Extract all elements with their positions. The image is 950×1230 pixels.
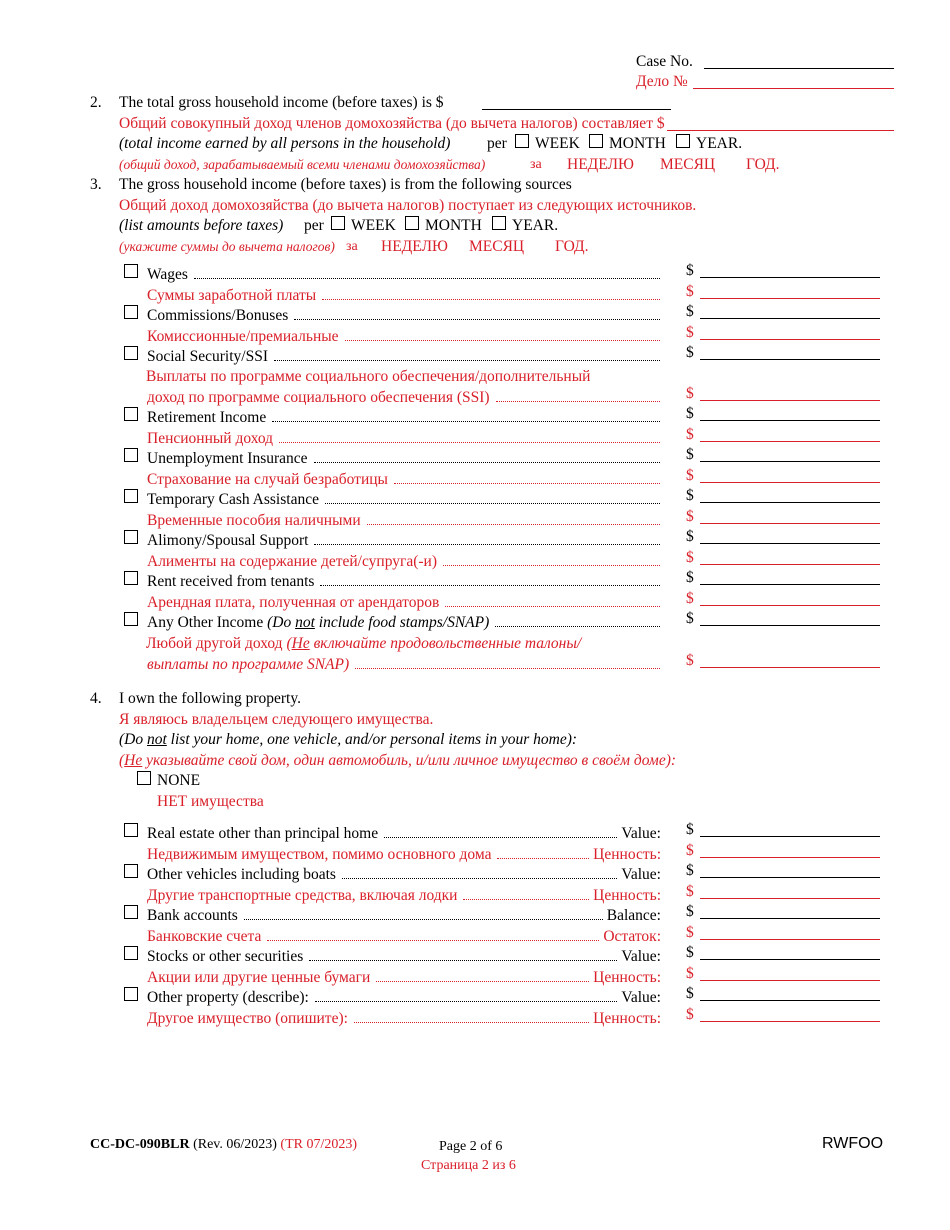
footer-form-code-rwfoo: RWFOO xyxy=(822,1135,884,1152)
rent-amount-field[interactable] xyxy=(700,584,880,585)
other-property-value-label: Value: xyxy=(621,989,661,1006)
commissions-checkbox[interactable] xyxy=(124,305,138,319)
bank-accounts-dollar: $ xyxy=(686,903,694,920)
alimony-dollar-ru: $ xyxy=(686,549,694,566)
real-estate-row xyxy=(147,825,661,843)
stocks-value-label-ru: Ценность: xyxy=(593,969,661,986)
other-property-label: Other property (describe): xyxy=(147,989,309,1006)
unemployment-row-ru xyxy=(147,471,664,489)
q3-week-label: WEEK xyxy=(351,217,396,234)
q2-year-label-ru: ГОД. xyxy=(746,156,780,173)
other-property-value-line-ru xyxy=(700,1021,880,1022)
temporary-cash-row-ru xyxy=(147,512,664,530)
q2-month-checkbox[interactable] xyxy=(589,134,603,148)
wages-label-ru: Суммы заработной платы xyxy=(147,287,317,304)
temporary-cash-label-ru: Временные пособия наличными xyxy=(147,512,361,529)
other-property-dollar: $ xyxy=(686,985,694,1002)
real-estate-dollar: $ xyxy=(686,821,694,838)
retirement-dollar-ru: $ xyxy=(686,426,694,443)
bank-accounts-row xyxy=(147,907,661,925)
real-estate-checkbox[interactable] xyxy=(124,823,138,837)
wages-dollar: $ xyxy=(686,262,694,279)
q2-total-income-line-ru xyxy=(667,130,894,131)
q2-text: The total gross household income (before taxes) is $ xyxy=(119,94,444,111)
wages-checkbox[interactable] xyxy=(124,264,138,278)
q3-number: 3. xyxy=(90,176,102,193)
other-income-amount-field[interactable] xyxy=(700,625,880,626)
q2-number: 2. xyxy=(90,94,102,111)
real-estate-label-ru: Недвижимым имуществом, помимо основного дома xyxy=(147,846,492,863)
none-label-ru: НЕТ имущества xyxy=(157,793,264,810)
temporary-cash-label: Temporary Cash Assistance xyxy=(147,491,319,508)
q2-week-checkbox[interactable] xyxy=(515,134,529,148)
retirement-checkbox[interactable] xyxy=(124,407,138,421)
stocks-value-field[interactable] xyxy=(700,959,880,960)
unemployment-dollar-ru: $ xyxy=(686,467,694,484)
bank-accounts-label: Bank accounts xyxy=(147,907,238,924)
bank-accounts-label-ru: Банковские счета xyxy=(147,928,262,945)
stocks-dollar: $ xyxy=(686,944,694,961)
commissions-row xyxy=(147,307,664,325)
alimony-checkbox[interactable] xyxy=(124,530,138,544)
q3-text-ru: Общий доход домохозяйства (до вычета налогов) поступает из следующих источников. xyxy=(119,197,697,214)
stocks-label-ru: Акции или другие ценные бумаги xyxy=(147,969,371,986)
stocks-value-label: Value: xyxy=(621,948,661,965)
commissions-row-ru xyxy=(147,328,664,346)
vehicles-label: Other vehicles including boats xyxy=(147,866,336,883)
temporary-cash-dollar: $ xyxy=(686,487,694,504)
other-income-row-ru xyxy=(147,656,664,674)
social-security-label-ru-1: Выплаты по программе социального обеспечения/дополнительный xyxy=(146,368,591,385)
stocks-row xyxy=(147,948,661,966)
none-checkbox[interactable] xyxy=(137,771,151,785)
case-number-label-ru: Дело № xyxy=(636,73,688,90)
case-number-label: Case No. xyxy=(636,53,693,70)
footer-page-number: Page 2 of 6 xyxy=(439,1139,503,1154)
real-estate-value-label: Value: xyxy=(621,825,661,842)
other-income-label-ru-2: выплаты по программе SNAP) xyxy=(147,656,350,673)
other-income-label-ru-1: Любой другой доход (Не включайте продовольственные талоны/ xyxy=(146,635,582,652)
stocks-label: Stocks or other securities xyxy=(147,948,304,965)
stocks-value-line-ru xyxy=(700,980,880,981)
q2-subtext-ru: (общий доход, зарабатываемый всеми членами домохозяйства) xyxy=(119,157,486,172)
unemployment-row xyxy=(147,450,664,468)
q3-year-label-ru: ГОД. xyxy=(555,238,589,255)
q2-week-label: WEEK xyxy=(535,135,580,152)
footer-form-code: CC-DC-090BLR xyxy=(90,1137,190,1152)
q4-text-ru: Я являюсь владельцем следующего имущества. xyxy=(119,711,434,728)
other-property-checkbox[interactable] xyxy=(124,987,138,1001)
temporary-cash-dollar-ru: $ xyxy=(686,508,694,525)
commissions-label-ru: Комиссионные/премиальные xyxy=(147,328,339,345)
footer-form-id xyxy=(90,1136,357,1154)
real-estate-value-line-ru xyxy=(700,857,880,858)
bank-accounts-checkbox[interactable] xyxy=(124,905,138,919)
q3-year-label: YEAR. xyxy=(512,217,559,234)
rent-row-ru xyxy=(147,594,664,612)
q3-text: The gross household income (before taxes) is from the following sources xyxy=(119,176,572,193)
social-security-dollar: $ xyxy=(686,344,694,361)
temporary-cash-amount-line-ru xyxy=(700,523,880,524)
stocks-row-ru xyxy=(147,969,661,987)
bank-accounts-balance-label-ru: Остаток: xyxy=(603,928,661,945)
footer-translation: (TR 07/2023) xyxy=(280,1137,358,1152)
real-estate-label: Real estate other than principal home xyxy=(147,825,379,842)
q4-number: 4. xyxy=(90,690,102,707)
alimony-dollar: $ xyxy=(686,528,694,545)
other-property-row xyxy=(147,989,661,1007)
unemployment-amount-field[interactable] xyxy=(700,461,880,462)
q4-subtext: (Do not list your home, one vehicle, and/or personal items in your home): xyxy=(119,731,578,748)
unemployment-label-ru: Страхование на случай безработицы xyxy=(147,471,388,488)
bank-accounts-balance-label: Balance: xyxy=(606,907,661,924)
social-security-label-ru-2: доход по программе социального обеспечения (SSI) xyxy=(147,389,490,406)
temporary-cash-row xyxy=(147,491,664,509)
q3-month-label-ru: МЕСЯЦ xyxy=(469,238,525,255)
q3-za: за xyxy=(346,239,358,254)
social-security-dollar-ru: $ xyxy=(686,385,694,402)
other-income-dollar: $ xyxy=(686,610,694,627)
retirement-dollar: $ xyxy=(686,405,694,422)
bank-accounts-balance-line-ru xyxy=(700,939,880,940)
q2-month-label-ru: МЕСЯЦ xyxy=(660,156,716,173)
other-property-row-ru xyxy=(147,1010,661,1028)
commissions-dollar-ru: $ xyxy=(686,324,694,341)
other-income-dollar-ru: $ xyxy=(686,652,694,669)
alimony-label: Alimony/Spousal Support xyxy=(147,532,309,549)
q4-subtext-ru: (Не указывайте свой дом, один автомобиль, и/или личное имущество в своём доме): xyxy=(119,752,677,769)
social-security-checkbox[interactable] xyxy=(124,346,138,360)
real-estate-dollar-ru: $ xyxy=(686,842,694,859)
q3-week-checkbox[interactable] xyxy=(331,216,345,230)
q3-month-label: MONTH xyxy=(425,217,482,234)
rent-label: Rent received from tenants xyxy=(147,573,315,590)
unemployment-checkbox[interactable] xyxy=(124,448,138,462)
wages-row xyxy=(147,266,664,284)
other-property-label-ru: Другое имущество (опишите): xyxy=(147,1010,348,1027)
rent-dollar: $ xyxy=(686,569,694,586)
social-security-amount-line-ru xyxy=(700,400,880,401)
other-income-row xyxy=(147,614,664,632)
retirement-label: Retirement Income xyxy=(147,409,267,426)
none-label: NONE xyxy=(157,772,201,789)
stocks-dollar-ru: $ xyxy=(686,965,694,982)
other-property-value-field[interactable] xyxy=(700,1000,880,1001)
alimony-row xyxy=(147,532,664,550)
stocks-checkbox[interactable] xyxy=(124,946,138,960)
q3-subtext: (list amounts before taxes) xyxy=(119,217,284,234)
vehicles-label-ru: Другие транспортные средства, включая лодки xyxy=(147,887,458,904)
unemployment-label: Unemployment Insurance xyxy=(147,450,308,467)
alimony-row-ru xyxy=(147,553,664,571)
q2-total-income-field[interactable] xyxy=(482,109,671,110)
q3-subtext-ru: (укажите суммы до вычета налогов) xyxy=(119,239,335,254)
social-security-label: Social Security/SSI xyxy=(147,348,268,365)
vehicles-value-label: Value: xyxy=(621,866,661,883)
other-income-checkbox[interactable] xyxy=(124,612,138,626)
wages-amount-field[interactable] xyxy=(700,277,880,278)
commissions-label: Commissions/Bonuses xyxy=(147,307,289,324)
vehicles-checkbox[interactable] xyxy=(124,864,138,878)
retirement-row xyxy=(147,409,664,427)
temporary-cash-checkbox[interactable] xyxy=(124,489,138,503)
vehicles-dollar-ru: $ xyxy=(686,883,694,900)
q2-text-ru: Общий совокупный доход членов домохозяйства (до вычета налогов) составляет $ xyxy=(119,115,665,132)
rent-checkbox[interactable] xyxy=(124,571,138,585)
other-income-amount-line-ru xyxy=(700,667,880,668)
vehicles-row xyxy=(147,866,661,884)
real-estate-value-label-ru: Ценность: xyxy=(593,846,661,863)
unemployment-amount-line-ru xyxy=(700,482,880,483)
social-security-amount-field[interactable] xyxy=(700,359,880,360)
social-security-row-ru xyxy=(147,389,664,407)
rent-amount-line-ru xyxy=(700,605,880,606)
other-income-label: Any Other Income (Do not include food stamps/SNAP) xyxy=(147,614,490,631)
q2-subtext: (total income earned by all persons in the household) xyxy=(119,135,451,152)
alimony-amount-field[interactable] xyxy=(700,543,880,544)
q3-year-checkbox[interactable] xyxy=(492,216,506,230)
real-estate-row-ru xyxy=(147,846,661,864)
vehicles-value-label-ru: Ценность: xyxy=(593,887,661,904)
unemployment-dollar: $ xyxy=(686,446,694,463)
rent-label-ru: Арендная плата, полученная от арендаторов xyxy=(147,594,440,611)
q2-per: per xyxy=(487,135,507,152)
bank-accounts-balance-field[interactable] xyxy=(700,918,880,919)
vehicles-value-field[interactable] xyxy=(700,877,880,878)
q2-za: за xyxy=(530,157,542,172)
real-estate-value-field[interactable] xyxy=(700,836,880,837)
retirement-label-ru: Пенсионный доход xyxy=(147,430,274,447)
q3-per: per xyxy=(304,217,324,234)
q4-text: I own the following property. xyxy=(119,690,301,707)
case-number-line-ru xyxy=(693,88,894,89)
q2-year-label: YEAR. xyxy=(696,135,743,152)
case-number-field[interactable] xyxy=(704,68,894,69)
commissions-dollar: $ xyxy=(686,303,694,320)
vehicles-dollar: $ xyxy=(686,862,694,879)
alimony-amount-line-ru xyxy=(700,564,880,565)
vehicles-value-line-ru xyxy=(700,898,880,899)
q3-week-label-ru: НЕДЕЛЮ xyxy=(381,238,448,255)
wages-dollar-ru: $ xyxy=(686,283,694,300)
q2-month-label: MONTH xyxy=(609,135,666,152)
retirement-amount-line-ru xyxy=(700,441,880,442)
retirement-row-ru xyxy=(147,430,664,448)
q2-year-checkbox[interactable] xyxy=(676,134,690,148)
alimony-label-ru: Алименты на содержание детей/супруга(-и) xyxy=(147,553,438,570)
temporary-cash-amount-field[interactable] xyxy=(700,502,880,503)
footer-revision: (Rev. 06/2023) xyxy=(193,1137,277,1152)
other-property-value-label-ru: Ценность: xyxy=(593,1010,661,1027)
social-security-row xyxy=(147,348,664,366)
other-property-dollar-ru: $ xyxy=(686,1006,694,1023)
vehicles-row-ru xyxy=(147,887,661,905)
wages-row-ru xyxy=(147,287,664,305)
bank-accounts-dollar-ru: $ xyxy=(686,924,694,941)
rent-dollar-ru: $ xyxy=(686,590,694,607)
commissions-amount-line-ru xyxy=(700,339,880,340)
commissions-amount-field[interactable] xyxy=(700,318,880,319)
footer-page-number-ru: Страница 2 из 6 xyxy=(421,1158,516,1173)
rent-row xyxy=(147,573,664,591)
bank-accounts-row-ru xyxy=(147,928,661,946)
q3-month-checkbox[interactable] xyxy=(405,216,419,230)
wages-label: Wages xyxy=(147,266,188,283)
q2-week-label-ru: НЕДЕЛЮ xyxy=(567,156,634,173)
retirement-amount-field[interactable] xyxy=(700,420,880,421)
wages-amount-line-ru xyxy=(700,298,880,299)
